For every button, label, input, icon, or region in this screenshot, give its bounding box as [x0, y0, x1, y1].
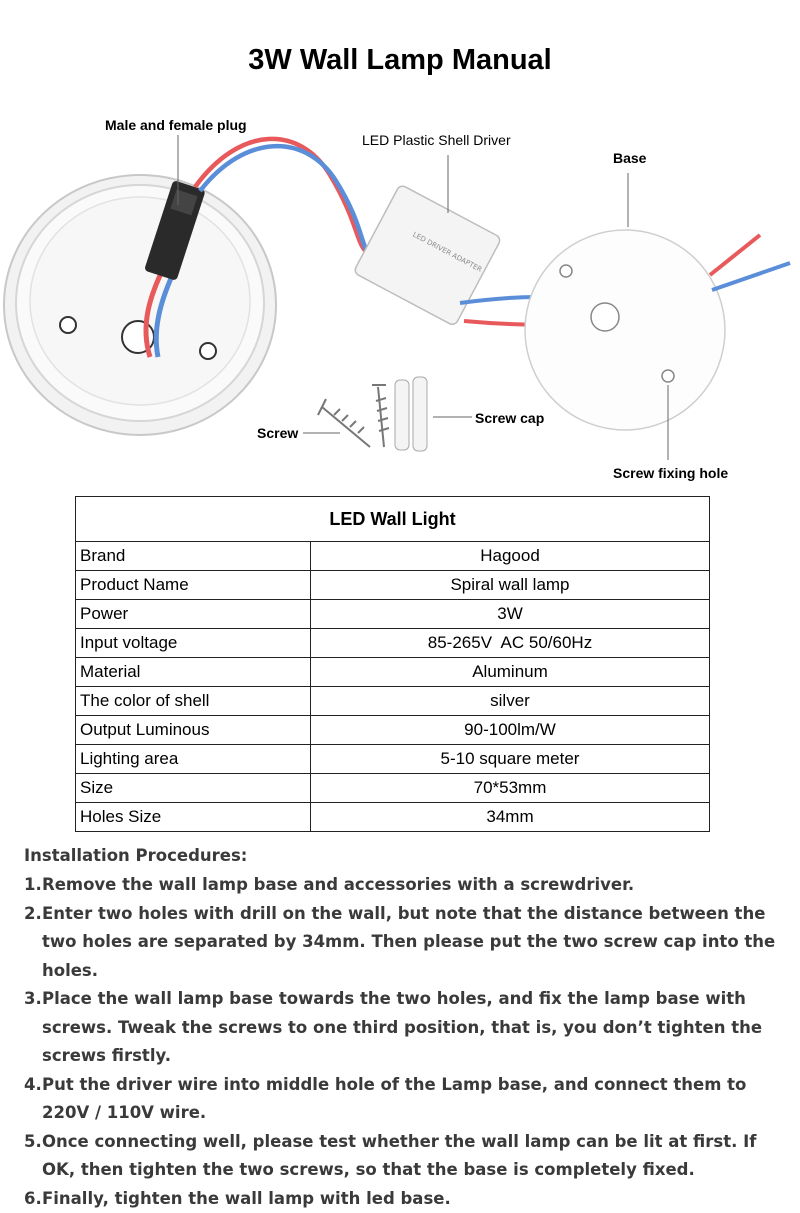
list-item: [24, 1185, 794, 1213]
installation-heading: Installation Procedures:: [24, 846, 794, 865]
installation-steps: [24, 871, 794, 1213]
spec-value: 70*53mm: [311, 774, 710, 803]
table-row: [76, 687, 710, 716]
label-screw: Screw: [257, 425, 298, 441]
spec-label: The color of shell: [76, 687, 311, 716]
spec-label: Material: [76, 658, 311, 687]
spec-header-row: [76, 497, 710, 542]
spec-label: Product Name: [76, 571, 311, 600]
spec-label: Size: [76, 774, 311, 803]
step-number: 5.: [24, 1128, 42, 1185]
spec-label: Brand: [76, 542, 311, 571]
spec-value: 85-265V AC 50/60Hz: [311, 629, 710, 658]
step-text: Remove the wall lamp base and accessories with a screwdriver.: [42, 871, 794, 900]
table-row: [76, 803, 710, 832]
screw-illustration: [318, 385, 389, 447]
spec-value: Aluminum: [311, 658, 710, 687]
step-number: 1.: [24, 871, 42, 900]
spec-value: 5-10 square meter: [311, 745, 710, 774]
spec-label: Input voltage: [76, 629, 311, 658]
list-item: [24, 985, 794, 1071]
table-row: [76, 716, 710, 745]
label-screw-cap: Screw cap: [475, 410, 544, 426]
step-number: 3.: [24, 985, 42, 1071]
label-screw-hole: Screw fixing hole: [613, 465, 728, 481]
list-item: [24, 1071, 794, 1128]
label-driver: LED Plastic Shell Driver: [362, 132, 511, 148]
step-text: Place the wall lamp base towards the two holes, and fix the lamp base with screws. Tweak the screws to one third position, that is, you don’t tighten the screws firstly.: [42, 985, 794, 1071]
table-row: [76, 600, 710, 629]
label-base: Base: [613, 150, 646, 166]
list-item: [24, 871, 794, 900]
table-row: [76, 774, 710, 803]
spec-value: silver: [311, 687, 710, 716]
step-number: 4.: [24, 1071, 42, 1128]
spec-table: [75, 496, 710, 832]
spec-label: Power: [76, 600, 311, 629]
spec-label: Holes Size: [76, 803, 311, 832]
parts-diagram: [0, 95, 800, 495]
step-number: 2.: [24, 900, 42, 986]
spec-value: Spiral wall lamp: [311, 571, 710, 600]
spec-label: Output Luminous: [76, 716, 311, 745]
spec-value: 34mm: [311, 803, 710, 832]
screw-cap-illustration: [395, 377, 427, 451]
spec-value: Hagood: [311, 542, 710, 571]
table-row: [76, 629, 710, 658]
spec-label: Lighting area: [76, 745, 311, 774]
parts-illustration: [0, 95, 800, 495]
step-text: Once connecting well, please test whether the wall lamp can be lit at first. If OK, then tighten the two screws, so that the base is completely fixed.: [42, 1128, 794, 1185]
base-disc: [525, 230, 725, 430]
label-plug: Male and female plug: [105, 117, 247, 133]
svg-text:LED DRIVER ADAPTER: LED DRIVER ADAPTER: [411, 231, 483, 274]
driver-box: [353, 184, 501, 326]
spec-value: 90-100lm/W: [311, 716, 710, 745]
installation-section: [24, 846, 794, 1213]
step-text: Finally, tighten the wall lamp with led base.: [42, 1185, 794, 1213]
table-row: [76, 571, 710, 600]
spec-header: LED Wall Light: [76, 497, 710, 542]
page-title: 3W Wall Lamp Manual: [0, 44, 800, 77]
table-row: [76, 745, 710, 774]
lamp-body: [4, 175, 276, 435]
step-text: Put the driver wire into middle hole of the Lamp base, and connect them to 220V / 110V wire.: [42, 1071, 794, 1128]
step-text: Enter two holes with drill on the wall, but note that the distance between the two holes are separated by 34mm. Then please put the two screw cap into the holes.: [42, 900, 794, 986]
spec-value: 3W: [311, 600, 710, 629]
list-item: [24, 900, 794, 986]
table-row: [76, 542, 710, 571]
step-number: 6.: [24, 1185, 42, 1213]
table-row: [76, 658, 710, 687]
list-item: [24, 1128, 794, 1185]
